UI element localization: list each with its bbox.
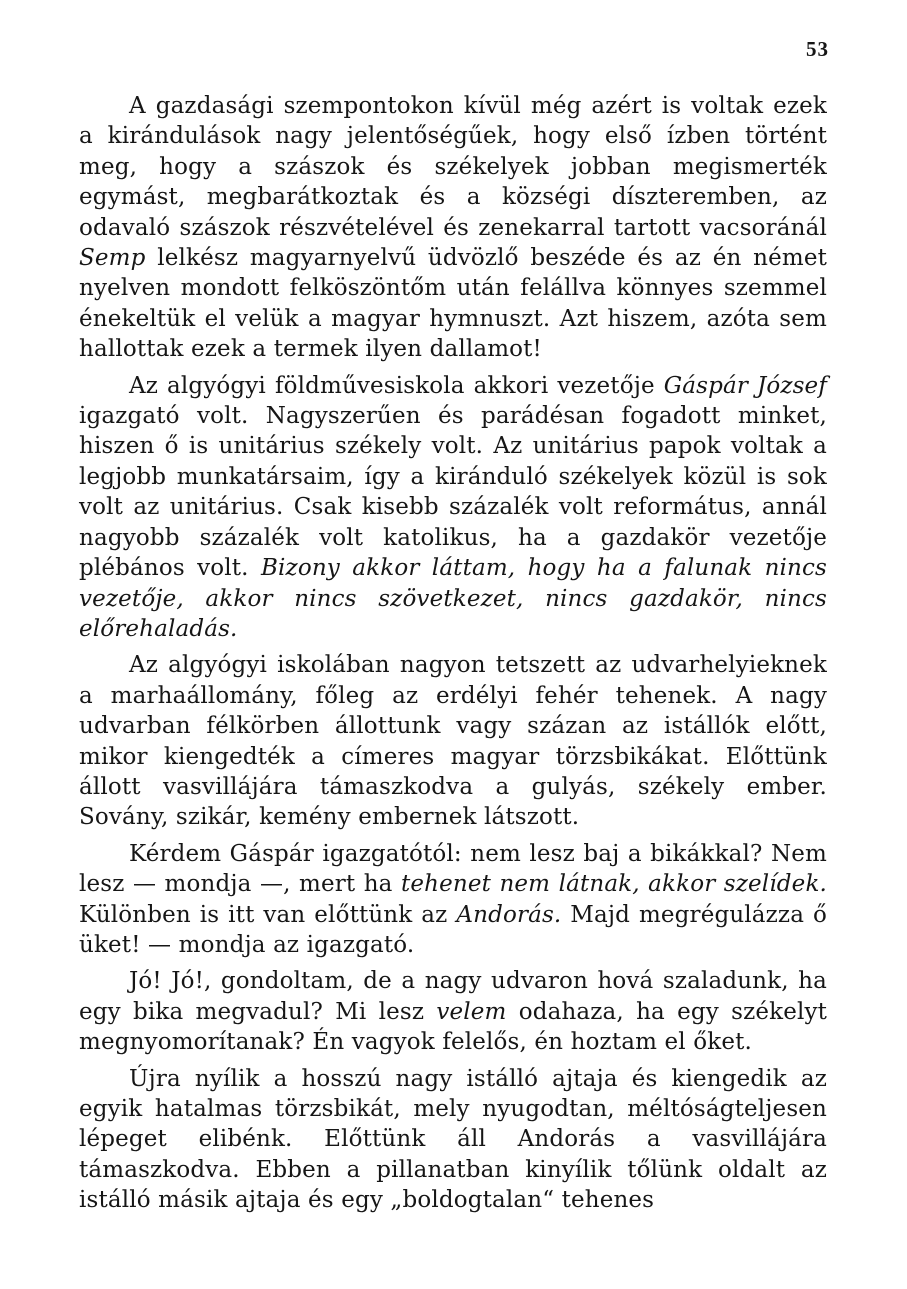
emphasized-phrase: tehenet nem látnak, akkor szelídek. (401, 871, 827, 898)
name-semp: Semp (79, 245, 146, 272)
paragraph-4-text-cont: Különben is itt van előttünk az (79, 901, 457, 928)
page-number: 53 (806, 37, 829, 61)
paragraph-1-text-cont: lelkész magyarnyelvű üdvözlő beszéde és az én német nyelven mondott felköszöntőm után felállva könnyes szemmel énekeltük el velük a magyar hymnuszt. Azt hiszem, azóta sem hallottak ezek a termek ilyen dallamot! (79, 245, 827, 363)
name-andoras: Andorás. (456, 901, 562, 928)
paragraph-6-text: Újra nyílik a hosszú nagy istálló ajtaja és kiengedik az egyik hatalmas törzsbikát, mely nyugodtan, méltóságteljesen lépeget elibénk. Előttünk áll Andorás a vasvillájára támaszkodva. Ebben a pillanatban kinyílik tőlünk oldalt az istálló másik ajtaja és egy „boldogtalan“ tehenes (79, 1065, 827, 1214)
emphasized-sentence: Bizony akkor láttam, hogy ha a falunak nincs vezetője, akkor nincs szövetkezet, nincs gazdakör, nincs előrehaladás. (79, 555, 827, 642)
paragraph-6 (79, 1064, 827, 1216)
paragraph-4-text-end: Majd megrégulázza ő üket! — mondja az igazgató. (79, 901, 827, 958)
paragraph-2 (79, 371, 827, 645)
paragraph-1 (79, 91, 827, 365)
name-gaspar-jozsef: Gáspár József (663, 372, 827, 399)
paragraph-1-text: A gazdasági szempontokon kívül még azért is voltak ezek a kirándulások nagy jelentőségűek, hogy első ízben történt meg, hogy a szászok és székelyek jobban megismerték egymást, megbarátkoztak és a községi díszteremben, az odavaló szászok részvételével és zenekarral tartott vacsoránál (79, 93, 827, 241)
paragraph-5 (79, 966, 827, 1057)
paragraph-3 (79, 650, 827, 832)
paragraph-4-text: Kérdem Gáspár igazgatótól: nem lesz baj a bikákkal? Nem lesz — mondja —, mert ha (79, 840, 827, 898)
paragraph-3-text: Az algyógyi iskolában nagyon tetszett az udvarhelyieknek a marhaállomány, főleg az erdélyi fehér tehenek. A nagy udvarban félkörben állottunk vagy százan az istállók előtt, mikor kiengedték a címeres magyar törzsbikákat. Előttünk állott vasvillájára támaszkodva a gulyás, székely ember. Sovány, szikár, kemény embernek látszott. (79, 652, 827, 831)
paragraph-2-text-cont: igazgató volt. Nagyszerűen és parádésan fogadott minket, hiszen ő is unitárius székely volt. Az unitárius papok voltak a legjobb munkatársaim, így a kiránduló székelyek közül is sok volt az unitárius. Csak kisebb százalék volt református, annál nagyobb százalék volt katolikus, ha a gazdakör vezetője plébános volt. (79, 403, 827, 582)
paragraph-5-text-cont: odahaza, ha egy székelyt megnyomorítanak? Én vagyok felelős, én hoztam el őket. (79, 998, 827, 1056)
body-text (79, 91, 827, 1216)
paragraph-5-text: Jó! Jó!, gondoltam, de a nagy udvaron hová szaladunk, ha egy bika megvadul? Mi lesz (79, 968, 827, 1025)
paragraph-4 (79, 839, 827, 961)
paragraph-2-text: Az algyógyi földművesiskola akkori vezetője (129, 372, 664, 399)
emphasized-word-velem: velem (436, 998, 507, 1025)
